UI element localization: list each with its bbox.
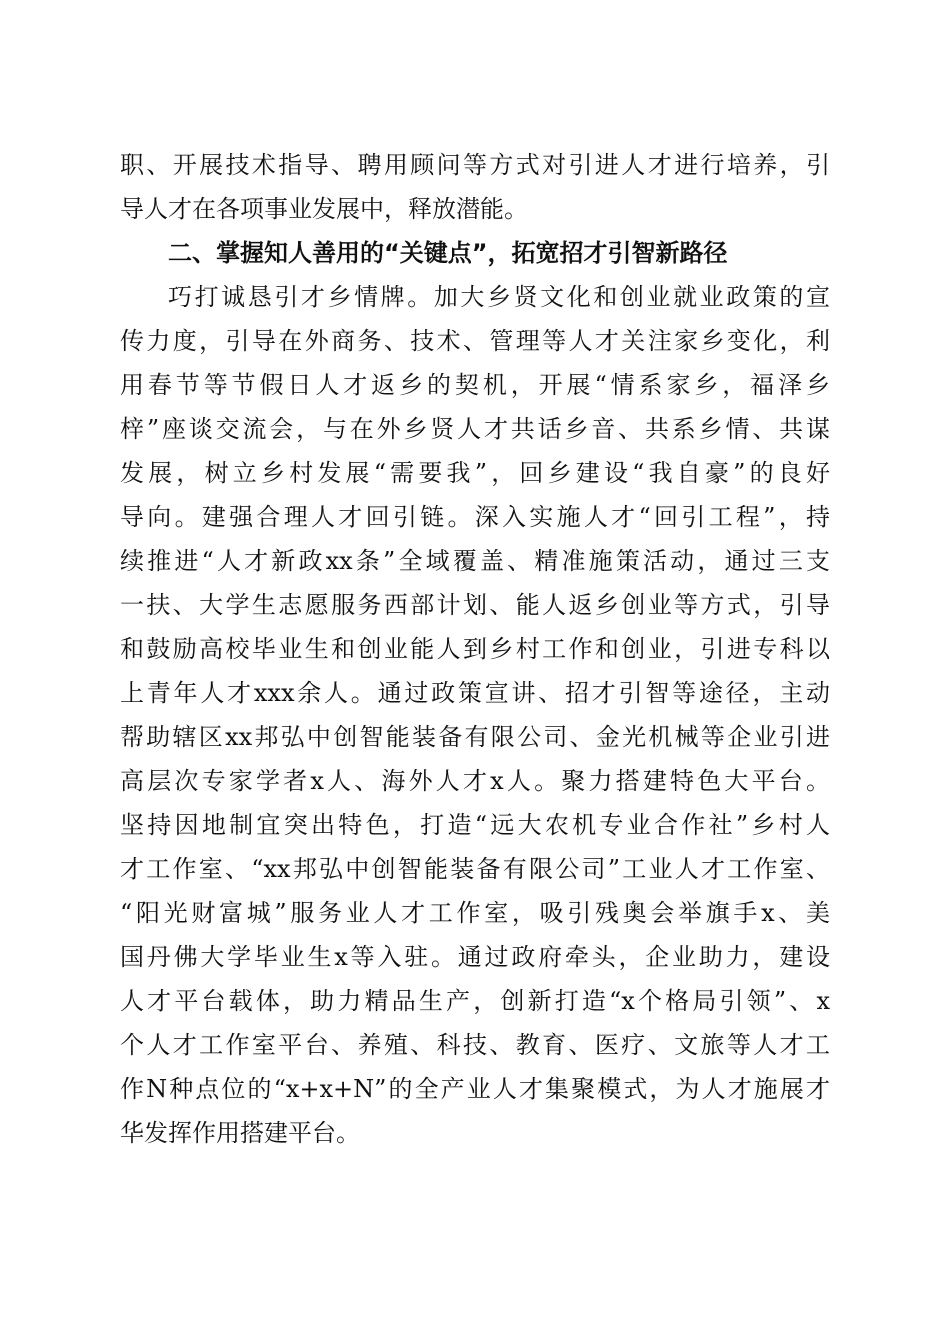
paragraph-line: 梓”座谈交流会，与在外乡贤人才共话乡音、共系乡情、共谋	[120, 415, 830, 443]
paragraph-line: 个人才工作室平台、养殖、科技、教育、医疗、文旅等人才工	[120, 1031, 830, 1059]
paragraph-line: 发展，树立乡村发展“需要我”，回乡建设“我自豪”的良好	[120, 459, 830, 487]
paragraph-line: 帮助辖区xx邦弘中创智能装备有限公司、金光机械等企业引进	[120, 723, 830, 751]
paragraph-line: 高层次专家学者x人、海外人才x人。聚力搭建特色大平台。	[120, 767, 830, 795]
paragraph-line: 人才平台载体，助力精品生产，创新打造“x个格局引领”、x	[120, 987, 830, 1015]
paragraph-line: 导人才在各项事业发展中，释放潜能。	[120, 195, 528, 223]
paragraph-line: 职、开展技术指导、聘用顾问等方式对引进人才进行培养，引	[120, 151, 830, 179]
paragraph-line: 巧打诚恳引才乡情牌。加大乡贤文化和创业就业政策的宣	[168, 283, 830, 311]
paragraph-line: 用春节等节假日人才返乡的契机，开展“情系家乡，福泽乡	[120, 371, 830, 399]
paragraph-line: 国丹佛大学毕业生x等入驻。通过政府牵头，企业助力，建设	[120, 943, 830, 971]
paragraph-line: 传力度，引导在外商务、技术、管理等人才关注家乡变化，利	[120, 327, 830, 355]
paragraph-line: 上青年人才xxx余人。通过政策宣讲、招才引智等途径，主动	[120, 679, 830, 707]
paragraph-line: 作N种点位的“x+x+N”的全产业人才集聚模式，为人才施展才	[120, 1075, 830, 1103]
paragraph-line: 才工作室、“xx邦弘中创智能装备有限公司”工业人才工作室、	[120, 855, 830, 883]
section-heading: 二、掌握知人善用的“关键点”，拓宽招才引智新路径	[168, 239, 728, 267]
paragraph-line: 一扶、大学生志愿服务西部计划、能人返乡创业等方式，引导	[120, 591, 830, 619]
paragraph-line: “阳光财富城”服务业人才工作室，吸引残奥会举旗手x、美	[120, 899, 830, 927]
paragraph-line: 导向。建强合理人才回引链。深入实施人才“回引工程”，持	[120, 503, 830, 531]
paragraph-line: 续推进“人才新政xx条”全域覆盖、精准施策活动，通过三支	[120, 547, 830, 575]
paragraph-line: 坚持因地制宜突出特色，打造“远大农机专业合作社”乡村人	[120, 811, 830, 839]
paragraph-line: 华发挥作用搭建平台。	[120, 1119, 360, 1147]
paragraph-line: 和鼓励高校毕业生和创业能人到乡村工作和创业，引进专科以	[120, 635, 830, 663]
